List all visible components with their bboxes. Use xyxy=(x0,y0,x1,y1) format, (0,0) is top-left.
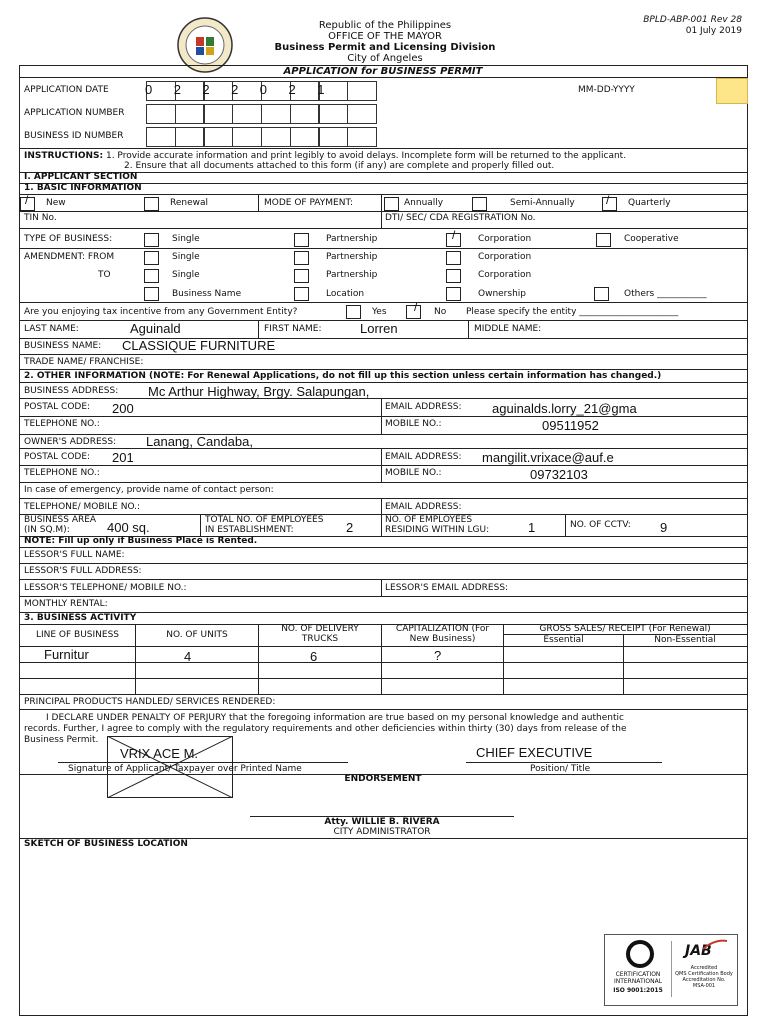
certification-logo-icon xyxy=(625,939,655,969)
section3-title: 3. BUSINESS ACTIVITY xyxy=(24,613,137,623)
business-area-label-1: BUSINESS AREA xyxy=(24,515,97,525)
mode-of-payment-label: MODE OF PAYMENT: xyxy=(264,198,353,208)
postal-code-value-1[interactable]: 200 xyxy=(112,401,134,416)
business-name-label: BUSINESS NAME: xyxy=(24,341,102,351)
basic-info-title: 1. BASIC INFORMATION xyxy=(24,183,142,193)
ownership-checkbox[interactable] xyxy=(446,287,461,301)
lessor-name-label: LESSOR'S FULL NAME: xyxy=(24,550,125,560)
jab-logo: JAB xyxy=(685,943,712,959)
sketch-area[interactable] xyxy=(20,851,600,1001)
postal-code-label-2: POSTAL CODE: xyxy=(24,452,91,462)
emergency-telephone-label: TELEPHONE/ MOBILE NO.: xyxy=(24,502,141,512)
sketch-title: SKETCH OF BUSINESS LOCATION xyxy=(24,839,188,849)
cert-line1: CERTIFICATION xyxy=(615,971,661,978)
tax-no-check-mark: / xyxy=(414,300,418,314)
appnum-cell[interactable] xyxy=(261,104,291,124)
mobile-value-1[interactable]: 09511952 xyxy=(542,418,599,433)
col-essential: Essential xyxy=(543,635,584,645)
col-trucks-2: TRUCKS xyxy=(301,634,339,644)
date-cell[interactable] xyxy=(318,81,348,101)
col-gross-sales: GROSS SALES/ RECEIPT (For Renewal) xyxy=(539,624,711,634)
emergency-contact-label: In case of emergency, provide name of contact person: xyxy=(24,485,274,495)
declaration-line1: I DECLARE UNDER PENALTY OF PERJURY that the foregoing information are true based on my personal knowledge and authentic xyxy=(46,713,624,723)
endorsement-title: ENDORSEMENT xyxy=(344,774,422,784)
cctv-label: NO. OF CCTV: xyxy=(570,520,631,530)
employees-label-1: TOTAL NO. OF EMPLOYEES xyxy=(205,515,324,525)
date-cell[interactable] xyxy=(347,81,377,101)
rented-note: NOTE: Fill up only if Business Place is Rented. xyxy=(24,536,258,546)
appnum-cell[interactable] xyxy=(290,104,320,124)
quarterly-check-mark: / xyxy=(606,193,610,207)
postal-code-value-2[interactable]: 201 xyxy=(112,450,134,465)
business-name-value[interactable]: CLASSIQUE FURNITURE xyxy=(122,338,276,353)
to-single-checkbox[interactable] xyxy=(144,269,159,283)
appnum-cell[interactable] xyxy=(232,104,262,124)
to-corporation-label: Corporation xyxy=(478,270,532,280)
division-text: Business Permit and Licensing Division xyxy=(274,42,496,53)
tax-incentive-question: Are you enjoying tax incentive from any Government Entity? xyxy=(24,307,298,317)
semi-annually-label: Semi-Annually xyxy=(510,198,575,208)
lgu-employees-label-2: RESIDING WITHIN LGU: xyxy=(385,525,490,535)
employees-value[interactable]: 2 xyxy=(346,520,354,535)
type-single-checkbox[interactable] xyxy=(144,233,159,247)
date-digit: 0 xyxy=(145,82,153,97)
cert-iso: ISO 9001:2015 xyxy=(613,987,663,994)
bizid-cell[interactable] xyxy=(347,127,377,147)
from-corporation-checkbox[interactable] xyxy=(446,251,461,265)
email-value-1[interactable]: aguinalds.lorry_21@gma xyxy=(492,401,637,416)
lessor-address-label: LESSOR'S FULL ADDRESS: xyxy=(24,566,142,576)
semi-annually-checkbox[interactable] xyxy=(472,197,487,211)
from-single-checkbox[interactable] xyxy=(144,251,159,265)
from-partnership-checkbox[interactable] xyxy=(294,251,309,265)
location-checkbox[interactable] xyxy=(294,287,309,301)
form-code: BPLD-ABP-001 Rev 28 xyxy=(643,15,742,25)
bizid-cell[interactable] xyxy=(261,127,291,147)
position-value[interactable]: CHIEF EXECUTIVE xyxy=(476,745,593,760)
endorser-name: Atty. WILLIE B. RIVERA xyxy=(324,817,440,827)
office-text: OFFICE OF THE MAYOR xyxy=(328,31,442,42)
from-corporation-label: Corporation xyxy=(478,252,532,262)
bizid-cell[interactable] xyxy=(232,127,262,147)
new-label: New xyxy=(46,198,66,208)
section2-title: 2. OTHER INFORMATION (NOTE: For Renewal Applications, do not fill up this section unless certain information has changed.) xyxy=(24,371,662,381)
postal-code-label-1: POSTAL CODE: xyxy=(24,402,91,412)
type-cooperative-label: Cooperative xyxy=(624,234,679,244)
row-no-of-units[interactable]: 4 xyxy=(184,649,192,664)
owner-address-value[interactable]: Lanang, Candaba, xyxy=(146,434,253,449)
lgu-employees-label-1: NO. OF EMPLOYEES xyxy=(385,515,473,525)
renewal-label: Renewal xyxy=(170,198,209,208)
form-title: APPLICATION for BUSINESS PERMIT xyxy=(283,66,483,77)
tax-yes-checkbox[interactable] xyxy=(346,305,361,319)
appnum-cell[interactable] xyxy=(318,104,348,124)
signer-name[interactable]: VRIX ACE M. xyxy=(120,746,199,761)
trade-name-label: TRADE NAME/ FRANCHISE: xyxy=(24,357,144,367)
col-trucks-1: NO. OF DELIVERY xyxy=(281,624,359,634)
corporation-check-mark: / xyxy=(452,228,456,242)
type-partnership-checkbox[interactable] xyxy=(294,233,309,247)
signature-caption: Signature of Applicant/ Taxpayer over Printed Name xyxy=(68,764,302,774)
bizid-cell[interactable] xyxy=(290,127,320,147)
date-cell[interactable] xyxy=(203,81,233,101)
cctv-value[interactable]: 9 xyxy=(660,520,668,535)
instructions-label: INSTRUCTIONS: xyxy=(24,151,104,161)
others-checkbox[interactable] xyxy=(594,287,609,301)
app-number-label: APPLICATION NUMBER xyxy=(24,108,125,118)
bizid-cell[interactable] xyxy=(318,127,348,147)
tax-no-label: No xyxy=(434,307,447,317)
type-single-label: Single xyxy=(172,234,200,244)
cert-line2: INTERNATIONAL xyxy=(613,978,663,985)
jab-text4: MSA-001 xyxy=(692,983,716,989)
highlight-box xyxy=(716,78,748,104)
mobile-label-1: MOBILE NO.: xyxy=(385,419,442,429)
date-cell[interactable] xyxy=(261,81,291,101)
date-digit: 0 xyxy=(259,82,268,97)
jab-text2: QMS Certification Body xyxy=(675,971,733,977)
amendment-from-label: AMENDMENT: FROM xyxy=(24,252,115,262)
business-address-value[interactable]: Mc Arthur Highway, Brgy. Salapungan, xyxy=(148,384,370,399)
appnum-cell[interactable] xyxy=(203,104,233,124)
first-name-value[interactable]: Lorren xyxy=(360,321,398,336)
type-corporation-label: Corporation xyxy=(478,234,532,244)
quarterly-checkbox[interactable] xyxy=(602,197,617,211)
quarterly-label: Quarterly xyxy=(628,198,671,208)
certification-panel xyxy=(604,934,738,1006)
date-digit: 2 xyxy=(173,82,181,97)
type-cooperative-checkbox[interactable] xyxy=(596,233,611,247)
type-partnership-label: Partnership xyxy=(326,234,378,244)
email-value-2[interactable]: mangilit.vrixace@auf.e xyxy=(482,450,614,465)
last-name-value[interactable]: Aguinald xyxy=(130,321,181,336)
telephone-label-2: TELEPHONE NO.: xyxy=(24,468,100,478)
principal-products-label: PRINCIPAL PRODUCTS HANDLED/ SERVICES RENDERED: xyxy=(24,697,276,707)
location-option: Location xyxy=(326,289,365,299)
from-partnership-label: Partnership xyxy=(326,252,378,262)
col-line-of-business: LINE OF BUSINESS xyxy=(35,630,120,640)
telephone-label-1: TELEPHONE NO.: xyxy=(24,419,100,429)
lessor-email-label: LESSOR'S EMAIL ADDRESS: xyxy=(385,583,509,593)
jab-text3: Accreditation No. xyxy=(682,977,726,983)
col-capitalization-2: New Business) xyxy=(409,634,476,644)
endorser-role: CITY ADMINISTRATOR xyxy=(333,827,431,837)
first-name-label: FIRST NAME: xyxy=(264,324,322,334)
business-id-label: BUSINESS ID NUMBER xyxy=(24,131,124,141)
business-address-label: BUSINESS ADDRESS: xyxy=(24,386,119,396)
tax-yes-label: Yes xyxy=(372,307,387,317)
business-area-label-2: (IN SQ.M): xyxy=(24,525,70,535)
date-format: MM-DD-YYYY xyxy=(578,85,635,95)
instructions-text1: 1. Provide accurate information and print legibly to avoid delays. Incomplete form will be returned to the applicant. xyxy=(105,151,627,161)
col-no-of-units: NO. OF UNITS xyxy=(166,630,228,640)
declaration-line2: records. Further, I agree to comply with the regulatory requirements and other deficiencies within thirty (30) days from release of the xyxy=(24,724,627,734)
monthly-rental-label: MONTHLY RENTAL: xyxy=(24,599,108,609)
jab-swoosh-icon xyxy=(703,939,727,951)
republic-text: Republic of the Philippines xyxy=(318,20,452,31)
row-line-of-business[interactable]: Furnitur xyxy=(44,647,89,662)
date-digit: 2 xyxy=(288,82,296,97)
date-digit: 1 xyxy=(317,82,325,97)
date-digit: 2 xyxy=(231,82,239,97)
jab-text1: Accredited xyxy=(690,965,718,971)
business-area-value[interactable]: 400 sq. xyxy=(107,520,150,535)
date-digit: 2 xyxy=(202,82,210,97)
annually-label: Annually xyxy=(404,198,444,208)
employees-label-2: IN ESTABLISHMENT: xyxy=(205,525,294,535)
date-cell[interactable] xyxy=(146,81,176,101)
to-single-label: Single xyxy=(172,270,200,280)
annually-checkbox[interactable] xyxy=(384,197,399,211)
from-single-label: Single xyxy=(172,252,200,262)
instructions-line2: 2. Ensure that all documents attached to this form (if any) are complete and properly filled out. xyxy=(124,161,555,171)
last-name-label: LAST NAME: xyxy=(24,324,79,334)
to-corporation-checkbox[interactable] xyxy=(446,269,461,283)
col-non-essential: Non-Essential xyxy=(654,635,716,645)
lgu-employees-value[interactable]: 1 xyxy=(528,520,536,535)
appnum-cell[interactable] xyxy=(146,104,176,124)
owner-address-label: OWNER'S ADDRESS: xyxy=(24,437,117,447)
others-option: Others ___________ xyxy=(624,289,707,299)
renewal-checkbox[interactable] xyxy=(144,197,159,211)
amendment-to-label: TO xyxy=(98,270,111,280)
email-label-1: EMAIL ADDRESS: xyxy=(385,402,462,412)
bizid-cell[interactable] xyxy=(203,127,233,147)
type-of-business-label: TYPE OF BUSINESS: xyxy=(24,234,113,244)
email-label-2: EMAIL ADDRESS: xyxy=(385,452,462,462)
mobile-label-2: MOBILE NO.: xyxy=(385,468,442,478)
new-check-mark: / xyxy=(25,193,29,207)
appnum-cell[interactable] xyxy=(175,104,205,124)
date-cell[interactable] xyxy=(232,81,262,101)
date-cell[interactable] xyxy=(175,81,205,101)
middle-name-label: MIDDLE NAME: xyxy=(474,324,542,334)
app-date-label: APPLICATION DATE xyxy=(24,85,109,95)
col-capitalization-1: CAPITALIZATION (For xyxy=(395,624,490,634)
tin-label: TIN No. xyxy=(24,213,57,223)
business-name-checkbox[interactable] xyxy=(144,287,159,301)
ownership-option: Ownership xyxy=(478,289,526,299)
business-name-option: Business Name xyxy=(172,289,242,299)
mobile-value-2[interactable]: 09732103 xyxy=(530,467,588,482)
declaration-line3: Business Permit. xyxy=(24,735,99,745)
row-capitalization[interactable]: ? xyxy=(434,648,442,663)
emergency-email-label: EMAIL ADDRESS: xyxy=(385,502,462,512)
city-text: City of Angeles xyxy=(347,53,423,64)
dti-label: DTI/ SEC/ CDA REGISTRATION No. xyxy=(385,213,536,223)
bizid-cell[interactable] xyxy=(146,127,176,147)
bizid-cell[interactable] xyxy=(175,127,205,147)
position-caption: Position/ Title xyxy=(530,764,591,774)
specify-entity: Please specify the entity ______________________ xyxy=(466,307,679,317)
appnum-cell[interactable] xyxy=(347,104,377,124)
lessor-telephone-label: LESSOR'S TELEPHONE/ MOBILE NO.: xyxy=(24,583,187,593)
to-partnership-checkbox[interactable] xyxy=(294,269,309,283)
form-date: 01 July 2019 xyxy=(685,26,742,36)
row-trucks[interactable]: 6 xyxy=(310,649,318,664)
to-partnership-label: Partnership xyxy=(326,270,378,280)
section1-title: I. APPLICANT SECTION xyxy=(24,172,138,182)
date-cell[interactable] xyxy=(290,81,320,101)
